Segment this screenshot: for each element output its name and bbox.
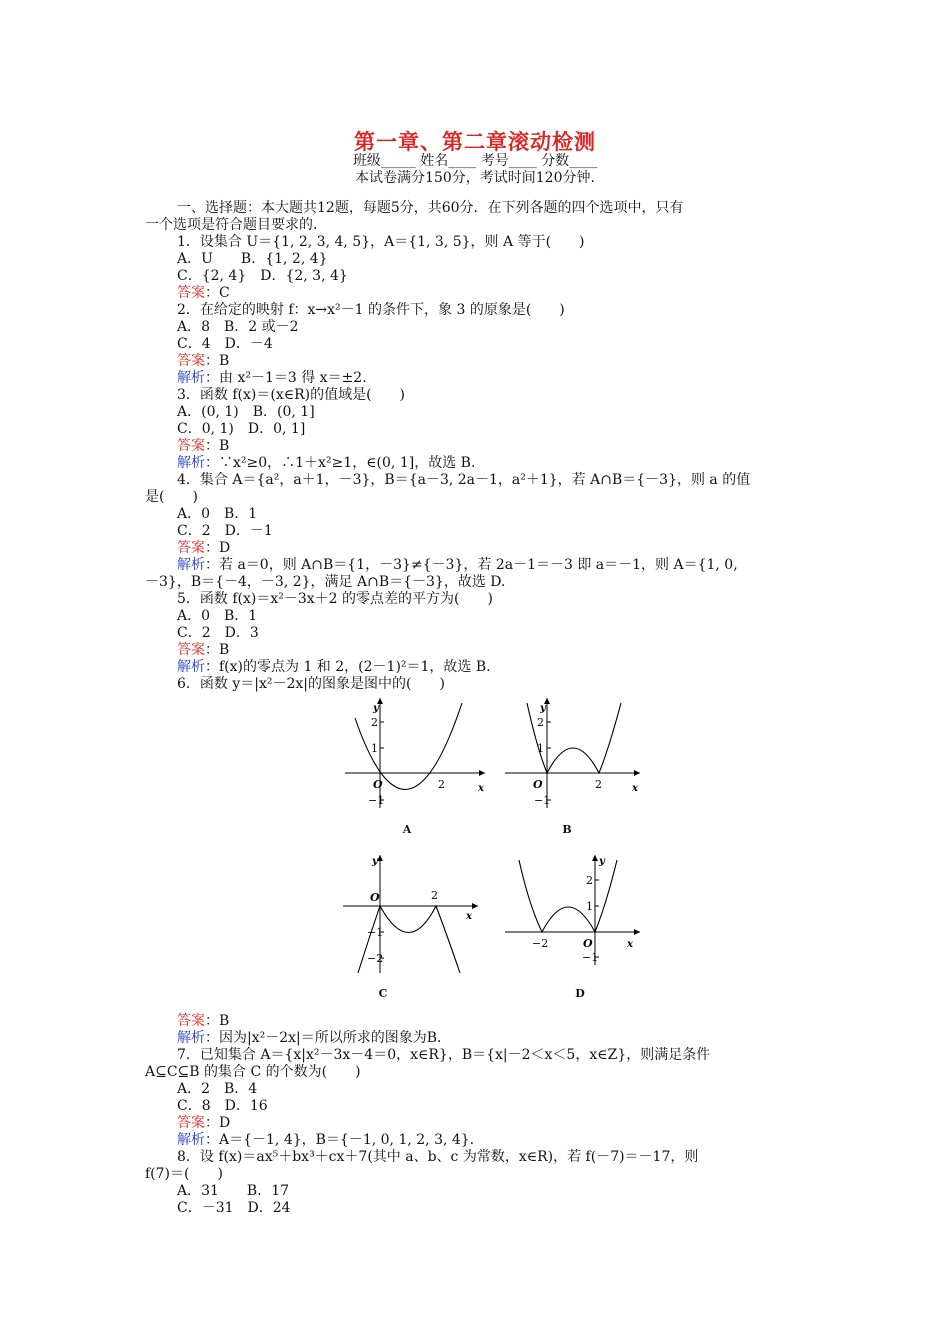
x-axis-label: x — [466, 911, 472, 922]
question-8-stem-cont: f(7)＝( ) — [145, 1166, 223, 1182]
answer-label: 答案 — [177, 1013, 205, 1029]
question-2-stem: 2．在给定的映射 f：x→x²－1 的条件下，象 3 的原象是( ) — [177, 302, 565, 318]
tick-label: −1 — [582, 951, 599, 964]
question-7-explanation: 解析：A＝{－1, 4}，B＝{－1, 0, 1, 2, 3, 4}. — [177, 1132, 475, 1148]
question-7-answer: 答案：D — [177, 1115, 231, 1131]
tick-label: 1 — [586, 900, 593, 913]
question-8-options-cd: C．－31 D．24 — [177, 1200, 291, 1216]
question-4-explanation-cont: －3}，B＝{－4，－3, 2}，满足 A∩B＝{－3}，故选 D. — [145, 574, 506, 590]
question-8-options-ab: A．31 B．17 — [177, 1183, 290, 1199]
question-4-explanation: 解析：若 a＝0，则 A∩B＝{1，－3}≠{－3}，若 2a－1＝－3 即 a＝－1，则 A＝{1, 0, — [177, 557, 738, 573]
question-4-stem-cont: 是( ) — [145, 489, 198, 505]
y-axis-label: y — [599, 856, 605, 867]
graph-a — [345, 698, 485, 810]
explanation-label: 解析 — [177, 370, 205, 386]
section-intro-cont: 一个选项是符合题目要求的． — [145, 217, 327, 233]
question-1-answer: 答案：C — [177, 285, 230, 301]
x-axis-label: x — [632, 783, 638, 794]
explanation-label: 解析 — [177, 455, 205, 471]
page-title: 第一章、第二章滚动检测 — [354, 129, 596, 154]
question-2-answer: 答案：B — [177, 353, 230, 369]
question-7-stem: 7．已知集合 A＝{x|x²－3x－4＝0，x∈R}，B＝{x|－2＜x＜5，x∈Z}，则满足条件 — [177, 1047, 711, 1063]
tick-label: 2 — [586, 874, 593, 887]
graph-c-caption: C — [378, 987, 388, 1000]
question-4-options-cd: C．2 D．－1 — [177, 523, 273, 539]
tick-label: 2 — [595, 778, 602, 791]
question-6-explanation: 解析：因为|x²－2x|＝所以所求的图象为B. — [177, 1030, 442, 1046]
origin-label: O — [370, 891, 380, 904]
answer-label: 答案 — [177, 285, 205, 301]
shifted-abs-parabola-curve — [519, 860, 617, 932]
answer-label: 答案 — [177, 353, 205, 369]
question-2-options-ab: A．8 B．2 或－2 — [177, 319, 299, 335]
tick-label: −2 — [367, 952, 384, 965]
answer-label: 答案 — [177, 438, 205, 454]
x-axis-label: x — [478, 783, 484, 794]
graph-c — [343, 855, 478, 975]
graph-b-caption: B — [562, 823, 572, 836]
tick-label: 2 — [537, 716, 544, 729]
tick-label: 1 — [537, 742, 544, 755]
question-4-options-ab: A．0 B．1 — [177, 506, 258, 522]
question-7-stem-cont: A⊆C⊆B 的集合 C 的个数为( ) — [145, 1064, 361, 1080]
question-1-options-cd: C．{2, 4} D．{2, 3, 4} — [177, 268, 348, 284]
question-7-options-ab: A．2 B．4 — [177, 1081, 258, 1097]
question-5-answer: 答案：B — [177, 642, 230, 658]
question-3-stem: 3．函数 f(x)＝(x∈R)的值域是( ) — [177, 387, 406, 403]
question-5-stem: 5．函数 f(x)＝x²－3x＋2 的零点差的平方为( ) — [177, 591, 493, 607]
explanation-label: 解析 — [177, 1132, 205, 1148]
tick-label: −1 — [367, 926, 384, 939]
question-4-stem: 4．集合 A＝{a²，a＋1，－3}，B＝{a－3, 2a－1，a²＋1}，若 A∩B＝{－3}，则 a 的值 — [177, 472, 751, 488]
explanation-label: 解析 — [177, 557, 205, 573]
question-1-stem: 1．设集合 U＝{1, 2, 3, 4, 5}，A＝{1, 3, 5}，则 A 等于( ) — [177, 234, 585, 250]
graph-a-caption: A — [402, 823, 412, 836]
tick-label: 2 — [371, 716, 378, 729]
student-info-line: 班级_____ 姓名____ 考号____ 分数____ — [352, 153, 598, 169]
question-3-options-ab: A．(0, 1) B．(0, 1] — [177, 404, 315, 420]
graph-d-caption: D — [575, 987, 585, 1000]
tick-label: −1 — [368, 794, 385, 807]
question-2-explanation: 解析：由 x²－1＝3 得 x＝±2. — [177, 370, 367, 386]
answer-label: 答案 — [177, 540, 205, 556]
question-2-options-cd: C．4 D．－4 — [177, 336, 273, 352]
explanation-label: 解析 — [177, 1030, 205, 1046]
question-8-stem: 8．设 f(x)＝ax⁵＋bx³＋cx＋7(其中 a、b、c 为常数，x∈R)，若 f(－7)＝－17，则 — [177, 1149, 699, 1165]
answer-label: 答案 — [177, 1115, 205, 1131]
origin-label: O — [533, 778, 543, 791]
origin-label: O — [583, 937, 593, 950]
question-7-options-cd: C．8 D．16 — [177, 1098, 268, 1114]
x-axis-label: x — [627, 939, 633, 950]
explanation-label: 解析 — [177, 659, 205, 675]
question-5-options-ab: A．0 B．1 — [177, 608, 258, 624]
question-4-answer: 答案：D — [177, 540, 231, 556]
graph-d — [505, 855, 640, 967]
question-5-options-cd: C．2 D．3 — [177, 625, 259, 641]
question-3-answer: 答案：B — [177, 438, 230, 454]
y-axis-label: y — [540, 703, 546, 714]
section-intro: 一、选择题：本大题共12题，每题5分，共60分．在下列各题的四个选项中，只有 — [177, 200, 684, 216]
question-6-stem: 6．函数 y＝|x²－2x|的图象是图中的( ) — [177, 676, 445, 692]
exam-note: 本试卷满分150分，考试时间120分钟. — [355, 170, 595, 186]
y-axis-label: y — [372, 856, 378, 867]
tick-label: −2 — [532, 937, 549, 950]
tick-label: 1 — [371, 742, 378, 755]
answer-label: 答案 — [177, 642, 205, 658]
question-3-options-cd: C．0, 1) D．0, 1] — [177, 421, 306, 437]
question-1-options-ab: A．U B．{1, 2, 4} — [177, 251, 328, 267]
tick-label: 2 — [438, 778, 445, 791]
origin-label: O — [373, 778, 383, 791]
tick-label: 2 — [431, 889, 438, 902]
question-6-answer: 答案：B — [177, 1013, 230, 1029]
y-axis-label: y — [373, 703, 379, 714]
tick-label: −1 — [534, 794, 551, 807]
graph-b — [505, 698, 640, 810]
question-3-explanation: 解析：∵x²≥0，∴1＋x²≥1，∈(0, 1]，故选 B. — [177, 455, 476, 471]
question-5-explanation: 解析：f(x)的零点为 1 和 2，(2－1)²＝1，故选 B. — [177, 659, 491, 675]
